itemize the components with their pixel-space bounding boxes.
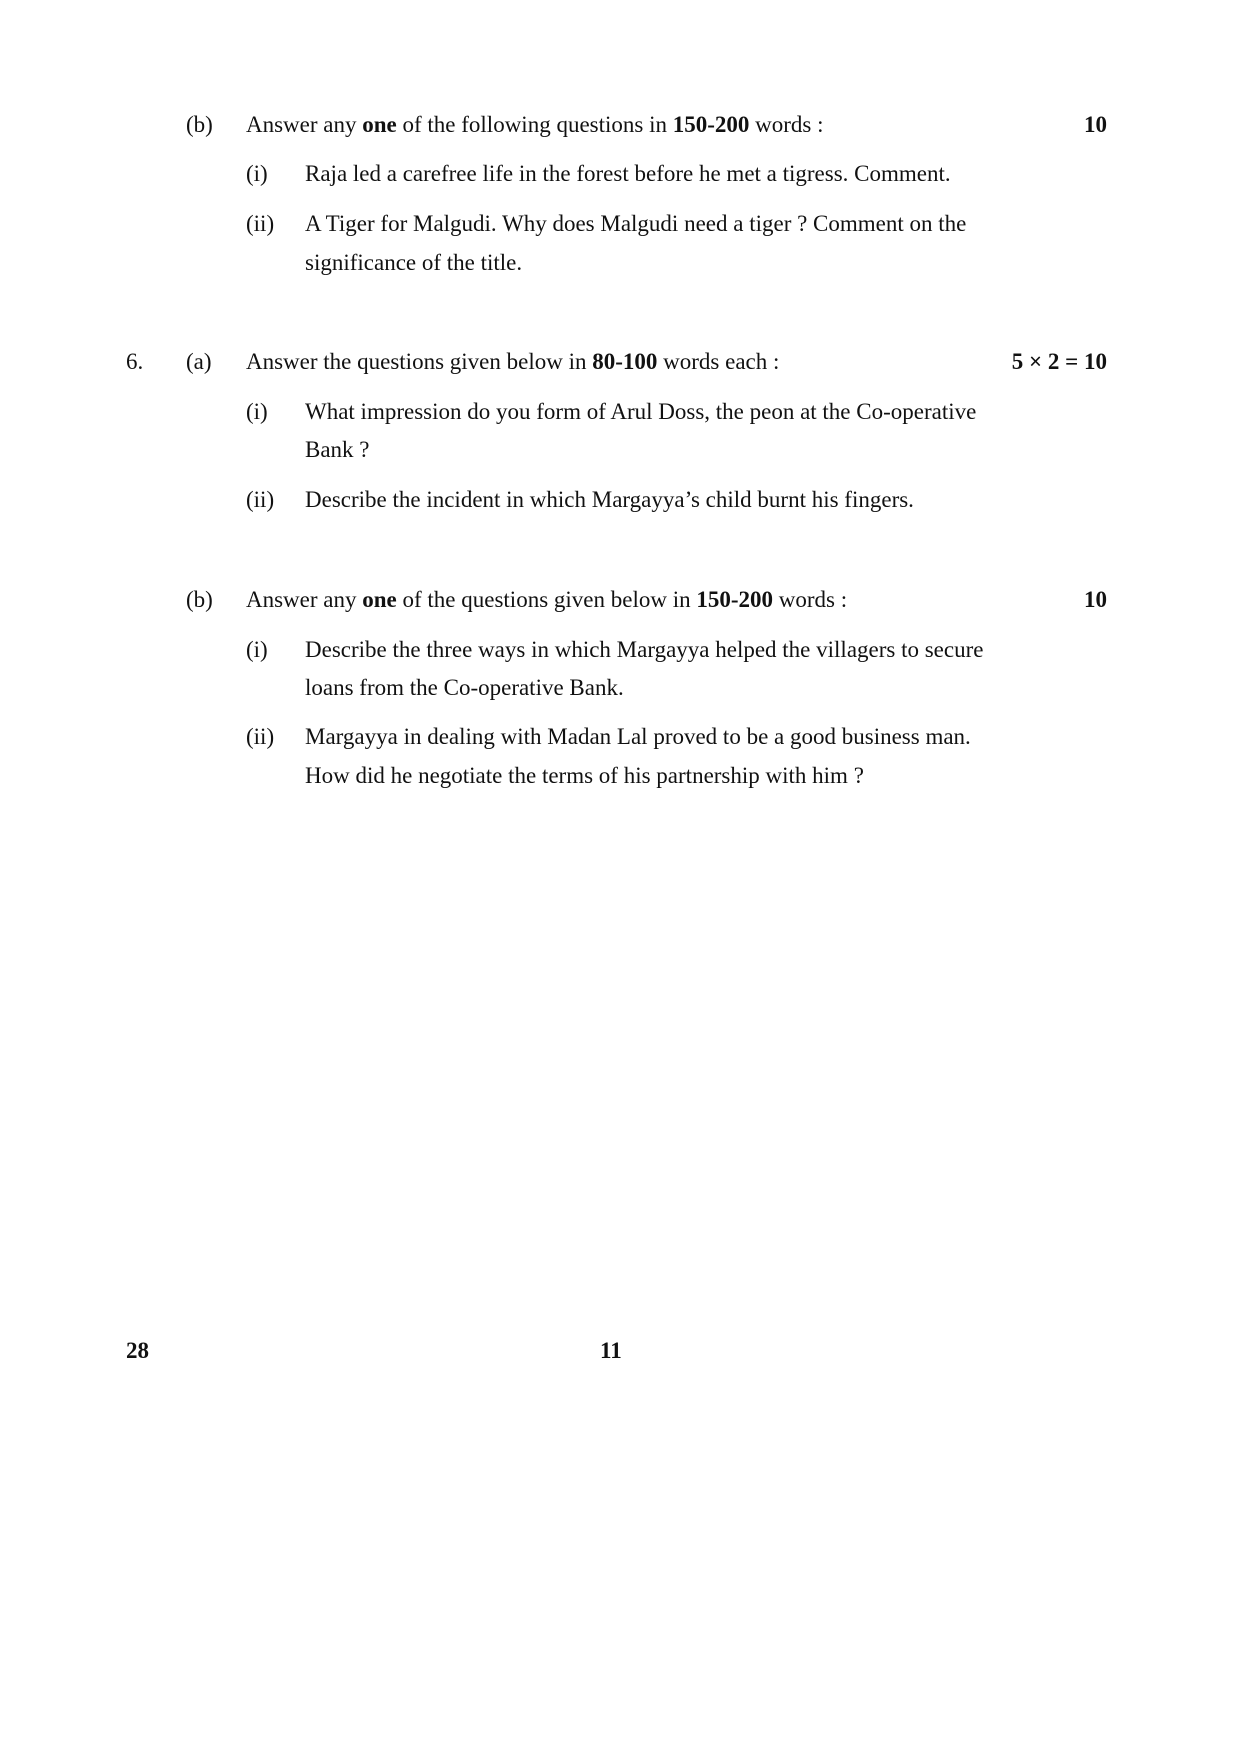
q6b-i-text-line2: loans from the Co-operative Bank. <box>305 675 624 700</box>
q5b-i-label: (i) <box>246 161 268 186</box>
q6b-i-text-line1: Describe the three ways in which Margayya helped the villagers to secure <box>305 637 984 662</box>
q6a-marks: 5 × 2 = 10 <box>1011 349 1107 374</box>
q5b-i-text-line1: Raja led a carefree life in the forest before he met a tigress. Comment. <box>305 161 951 186</box>
q6b-part-label: (b) <box>186 587 213 612</box>
q6b-ii-text-line2: How did he negotiate the terms of his partnership with him ? <box>305 763 864 788</box>
q6b-i-label: (i) <box>246 637 268 662</box>
q6a-i-label: (i) <box>246 399 268 424</box>
q5b-ii-text-line1: A Tiger for Malgudi. Why does Malgudi need a tiger ? Comment on the <box>305 211 967 236</box>
q6a-i-text-line2: Bank ? <box>305 437 370 462</box>
paper-code: 28 <box>126 1338 149 1363</box>
q6a-part-label: (a) <box>186 349 212 374</box>
q6b-instruction: Answer any one of the questions given below in 150-200 words : <box>246 587 848 612</box>
q6a-ii-label: (ii) <box>246 487 275 512</box>
q6a-i-text-line1: What impression do you form of Arul Doss, the peon at the Co-operative <box>305 399 977 424</box>
q5b-instruction: Answer any one of the following questions in 150-200 words : <box>246 112 824 137</box>
q6b-marks: 10 <box>1084 587 1107 612</box>
q5b-marks: 10 <box>1084 112 1107 137</box>
q5b-ii-text-line2: significance of the title. <box>305 250 523 275</box>
page-number: 11 <box>600 1338 622 1363</box>
q6b-ii-text-line1: Margayya in dealing with Madan Lal proved to be a good business man. <box>305 724 971 749</box>
q6a-instruction: Answer the questions given below in 80-100 words each : <box>246 349 780 374</box>
q6b-ii-label: (ii) <box>246 724 275 749</box>
q5b-ii-label: (ii) <box>246 211 275 236</box>
q5b-part-label: (b) <box>186 112 213 137</box>
q6-number: 6. <box>126 349 144 374</box>
q6a-ii-text-line1: Describe the incident in which Margayya’s child burnt his fingers. <box>305 487 914 512</box>
